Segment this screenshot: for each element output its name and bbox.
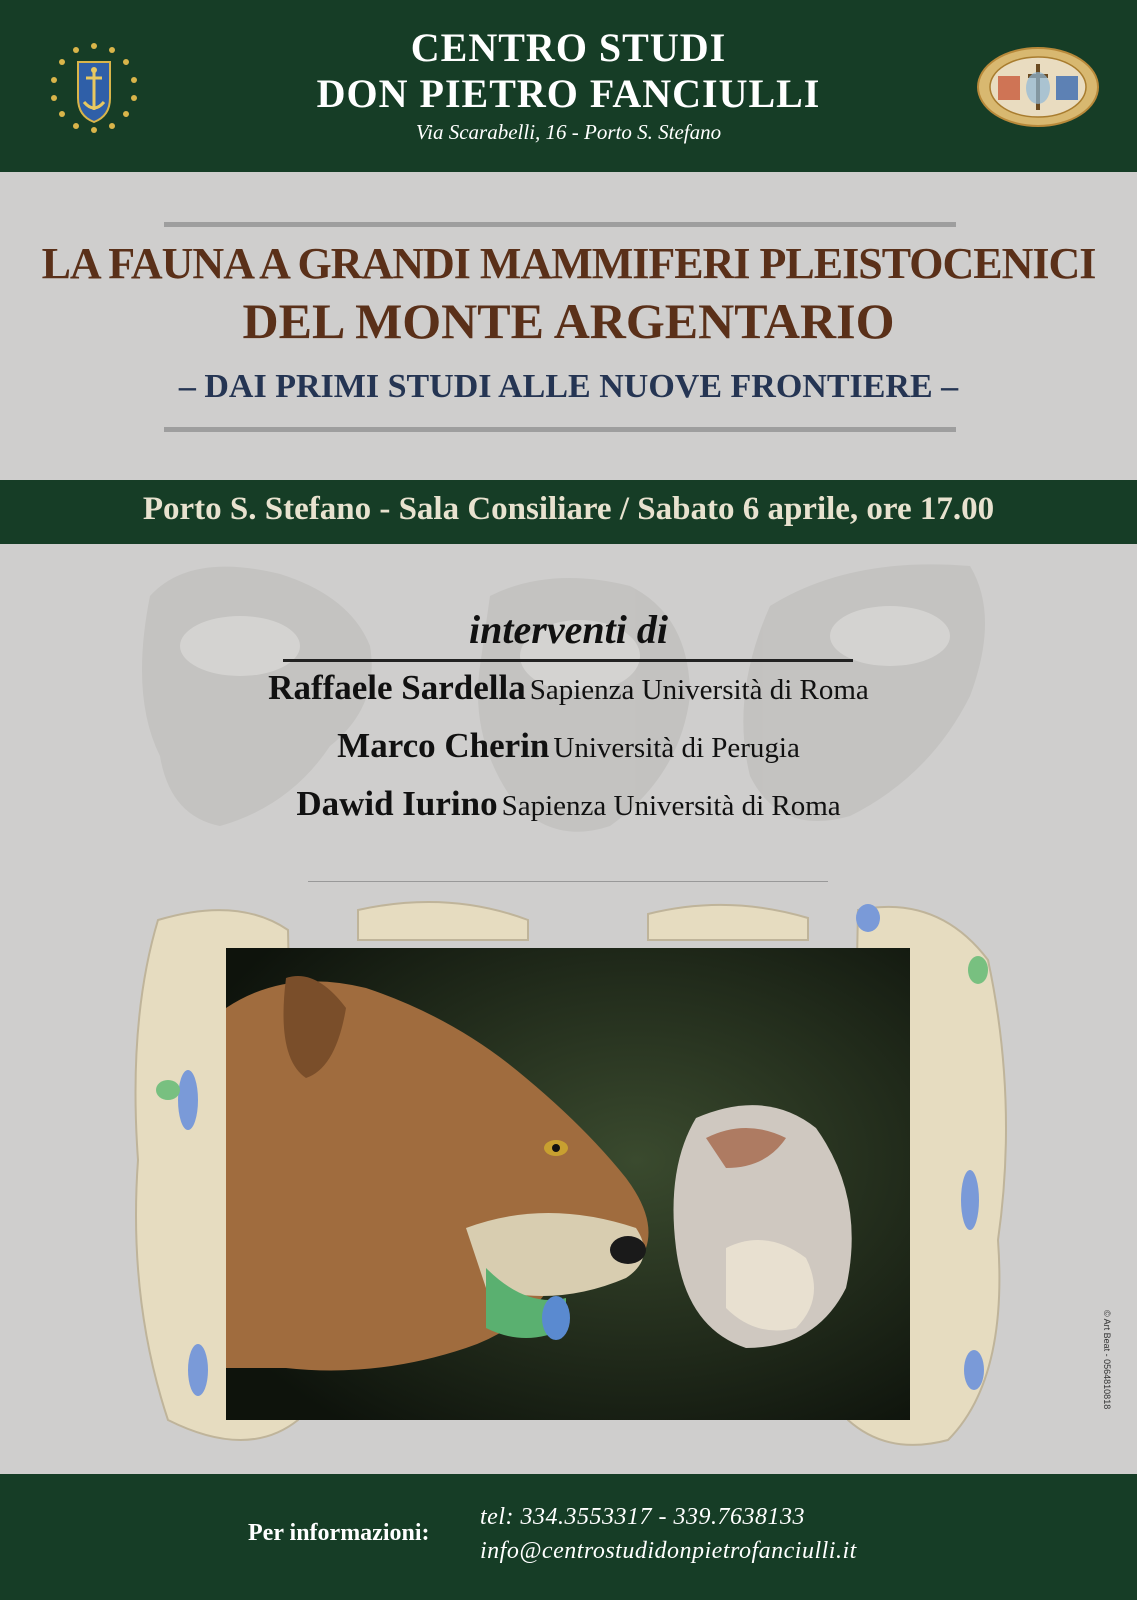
seal-icon [976, 46, 1100, 128]
title-subtitle: – DAI PRIMI STUDI ALLE NUOVE FRONTIERE – [178, 368, 959, 405]
title-line2: DEL MONTE ARGENTARIO [242, 293, 895, 349]
speaker-name: Dawid Iurino [296, 784, 498, 823]
speaker-affiliation: Sapienza Università di Roma [529, 674, 869, 706]
art-beat-credit [1098, 1310, 1118, 1440]
speaker-affiliation: Sapienza Università di Roma [501, 790, 841, 822]
org-name-line1: CENTRO STUDI [410, 25, 727, 70]
speaker-row [0, 784, 1137, 824]
felid-reconstruction-photo [226, 948, 910, 1420]
speaker-row [0, 668, 1137, 708]
speaker-affiliation: Università di Perugia [553, 732, 800, 764]
event-details: Porto S. Stefano - Sala Consiliare / Sabato 6 aprile, ore 17.00 [142, 491, 995, 527]
info-email[interactable]: info@centrostudidonpietrofanciulli.it [480, 1538, 857, 1564]
credit-text: © Art Beat - 0564810818 [1102, 1310, 1112, 1410]
title-line1: LA FAUNA A GRANDI MAMMIFERI PLEISTOCENICI [41, 239, 1096, 288]
info-label: Per informazioni: [248, 1520, 430, 1546]
org-name-line2: DON PIETRO FANCIULLI [316, 71, 821, 116]
divider [308, 881, 828, 882]
speakers-heading: interventi di [469, 607, 668, 652]
speakers-rule [283, 659, 853, 662]
footer-band [0, 1474, 1137, 1600]
title-rule-bottom [164, 427, 956, 432]
title-rule-top [164, 222, 956, 227]
org-address: Via Scarabelli, 16 - Porto S. Stefano [415, 120, 722, 144]
info-phone[interactable]: tel: 334.3553317 - 339.7638133 [480, 1504, 805, 1530]
speaker-row [0, 726, 1137, 766]
speaker-name: Raffaele Sardella [268, 668, 526, 707]
speaker-name: Marco Cherin [337, 726, 550, 765]
